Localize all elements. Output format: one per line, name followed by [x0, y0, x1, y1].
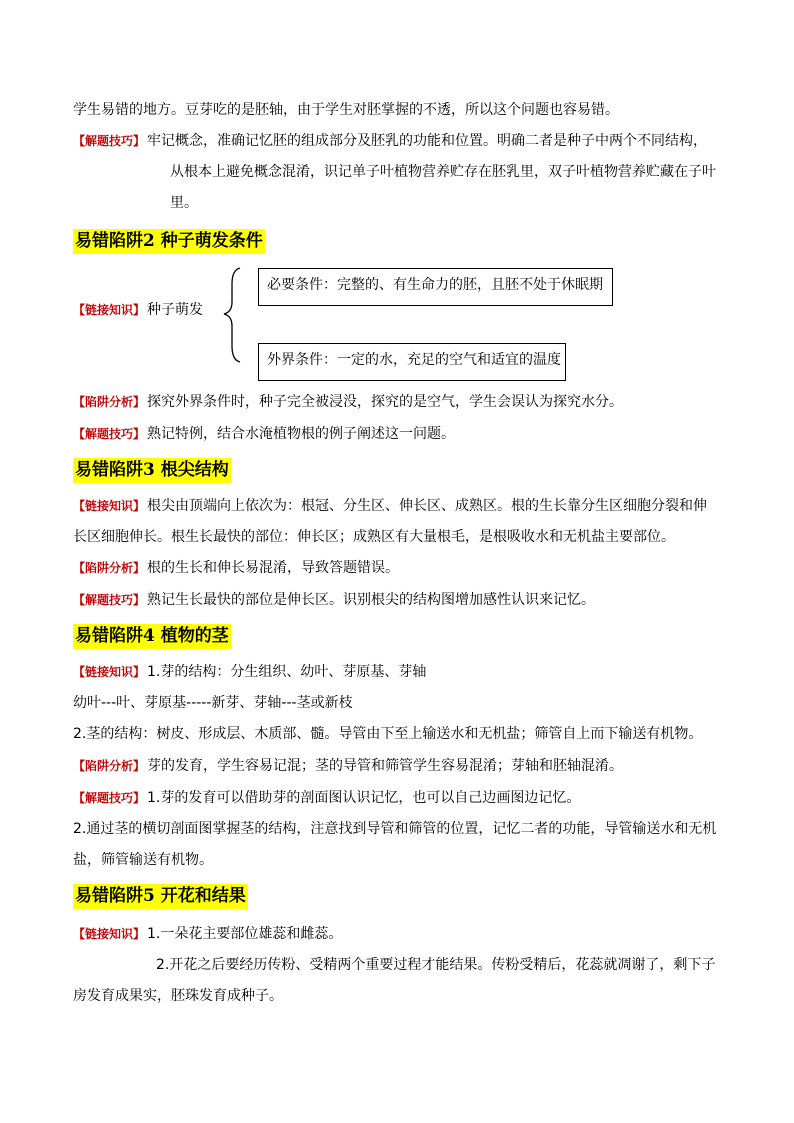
tip-tag: 【解题技巧】	[73, 791, 146, 805]
s5-link	[73, 924, 342, 944]
s2-link	[73, 300, 203, 320]
s4-tip-line1: 1.芽的发育可以借助芽的剖面图认识记忆，也可以自己边画图边记忆。	[147, 790, 581, 806]
section-title-4: 易错陷阱4 植物的茎	[73, 624, 231, 649]
s2-tip	[73, 424, 455, 444]
s4-tip-line3: 盐，筛管输送有机物。	[73, 852, 213, 868]
tip-tag: 【解题技巧】	[73, 427, 146, 441]
s2-tip-text: 熟记特例，结合水淹植物根的例子阐述这一问题。	[147, 426, 456, 442]
tip-tag: 【解题技巧】	[73, 134, 146, 148]
intro-tip-line2: 从根本上避免概念混淆，识记单子叶植物营养贮存在胚乳里，双子叶植物营养贮藏在子叶	[170, 164, 716, 180]
link-tag: 【链接知识】	[73, 499, 146, 513]
trap-tag: 【陷阱分析】	[73, 395, 146, 409]
intro-tip-line3: 里。	[170, 195, 198, 211]
s3-tip-text: 熟记生长最快的部位是伸长区。识别根尖的结构图增加感性认识来记忆。	[147, 592, 596, 608]
s4-trap	[73, 756, 623, 776]
intro-tip-line1: 牢记概念，准确记忆胚的组成部分及胚乳的功能和位置。明确二者是种子中两个不同结构，	[147, 133, 708, 149]
s3-tip	[73, 590, 595, 610]
s3-link	[73, 496, 707, 516]
intro-tip	[73, 131, 707, 151]
s2-trap	[73, 392, 623, 412]
tip-tag: 【解题技巧】	[73, 593, 146, 607]
trap-tag: 【陷阱分析】	[73, 561, 146, 575]
s4-tip-line2: 2.通过茎的横切剖面图掌握茎的结构，注意找到导管和筛管的位置，记忆二者的功能，导管输送水和无机	[73, 821, 717, 837]
condition-box-external: 外界条件：一定的水，充足的空气和适宜的温度	[258, 343, 566, 381]
s5-link-line1: 1.一朵花主要部位雄蕊和雌蕊。	[147, 926, 343, 942]
link-tag: 【链接知识】	[73, 665, 146, 679]
s4-link-line3: 2.茎的结构：树皮、形成层、木质部、髓。导管由下至上输送水和无机盐；筛管自上而下输送有机物。	[73, 726, 703, 742]
trap-tag: 【陷阱分析】	[73, 759, 146, 773]
s4-tip	[73, 788, 580, 808]
section-title-5: 易错陷阱5 开花和结果	[73, 884, 248, 909]
s4-link-line2: 幼叶---叶、芽原基-----新芽、芽轴---茎或新枝	[73, 695, 353, 711]
link-tag: 【链接知识】	[73, 927, 146, 941]
link-tag: 【链接知识】	[73, 303, 146, 317]
s3-trap	[73, 558, 399, 578]
condition-box-necessary: 必要条件：完整的、有生命力的胚，且胚不处于休眠期	[258, 268, 613, 306]
s4-link-line1: 1.芽的结构：分生组织、幼叶、芽原基、芽轴	[147, 664, 427, 680]
s5-link-line2: 2.开花之后要经历传粉、受精两个重要过程才能结果。传粉受精后，花蕊就凋谢了，剩下子	[156, 957, 716, 973]
intro-line: 学生易错的地方。豆芽吃的是胚轴，由于学生对胚掌握的不透，所以这个问题也容易错。	[73, 102, 619, 118]
s4-link	[73, 662, 426, 682]
s3-trap-text: 根的生长和伸长易混淆，导致答题错误。	[147, 560, 400, 576]
section-title-2: 易错陷阱2 种子萌发条件	[73, 229, 265, 254]
s5-link-line3: 房发育成果实，胚珠发育成种子。	[73, 988, 283, 1004]
s3-link-line2: 长区细胞伸长。根生长最快的部位：伸长区；成熟区有大量根毛，是根吸收水和无机盐主要部位。	[73, 529, 675, 545]
s4-trap-text: 芽的发育，学生容易记混；茎的导管和筛管学生容易混淆；芽轴和胚轴混淆。	[147, 758, 624, 774]
s2-trap-text: 探究外界条件时，种子完全被浸没，探究的是空气，学生会误认为探究水分。	[147, 394, 624, 410]
section-title-3: 易错陷阱3 根尖结构	[73, 458, 231, 483]
s2-link-label: 种子萌发	[147, 302, 204, 318]
s3-link-line1: 根尖由顶端向上依次为：根冠、分生区、伸长区、成熟区。根的生长靠分生区细胞分裂和伸	[147, 498, 708, 514]
curly-brace-icon	[220, 266, 260, 364]
